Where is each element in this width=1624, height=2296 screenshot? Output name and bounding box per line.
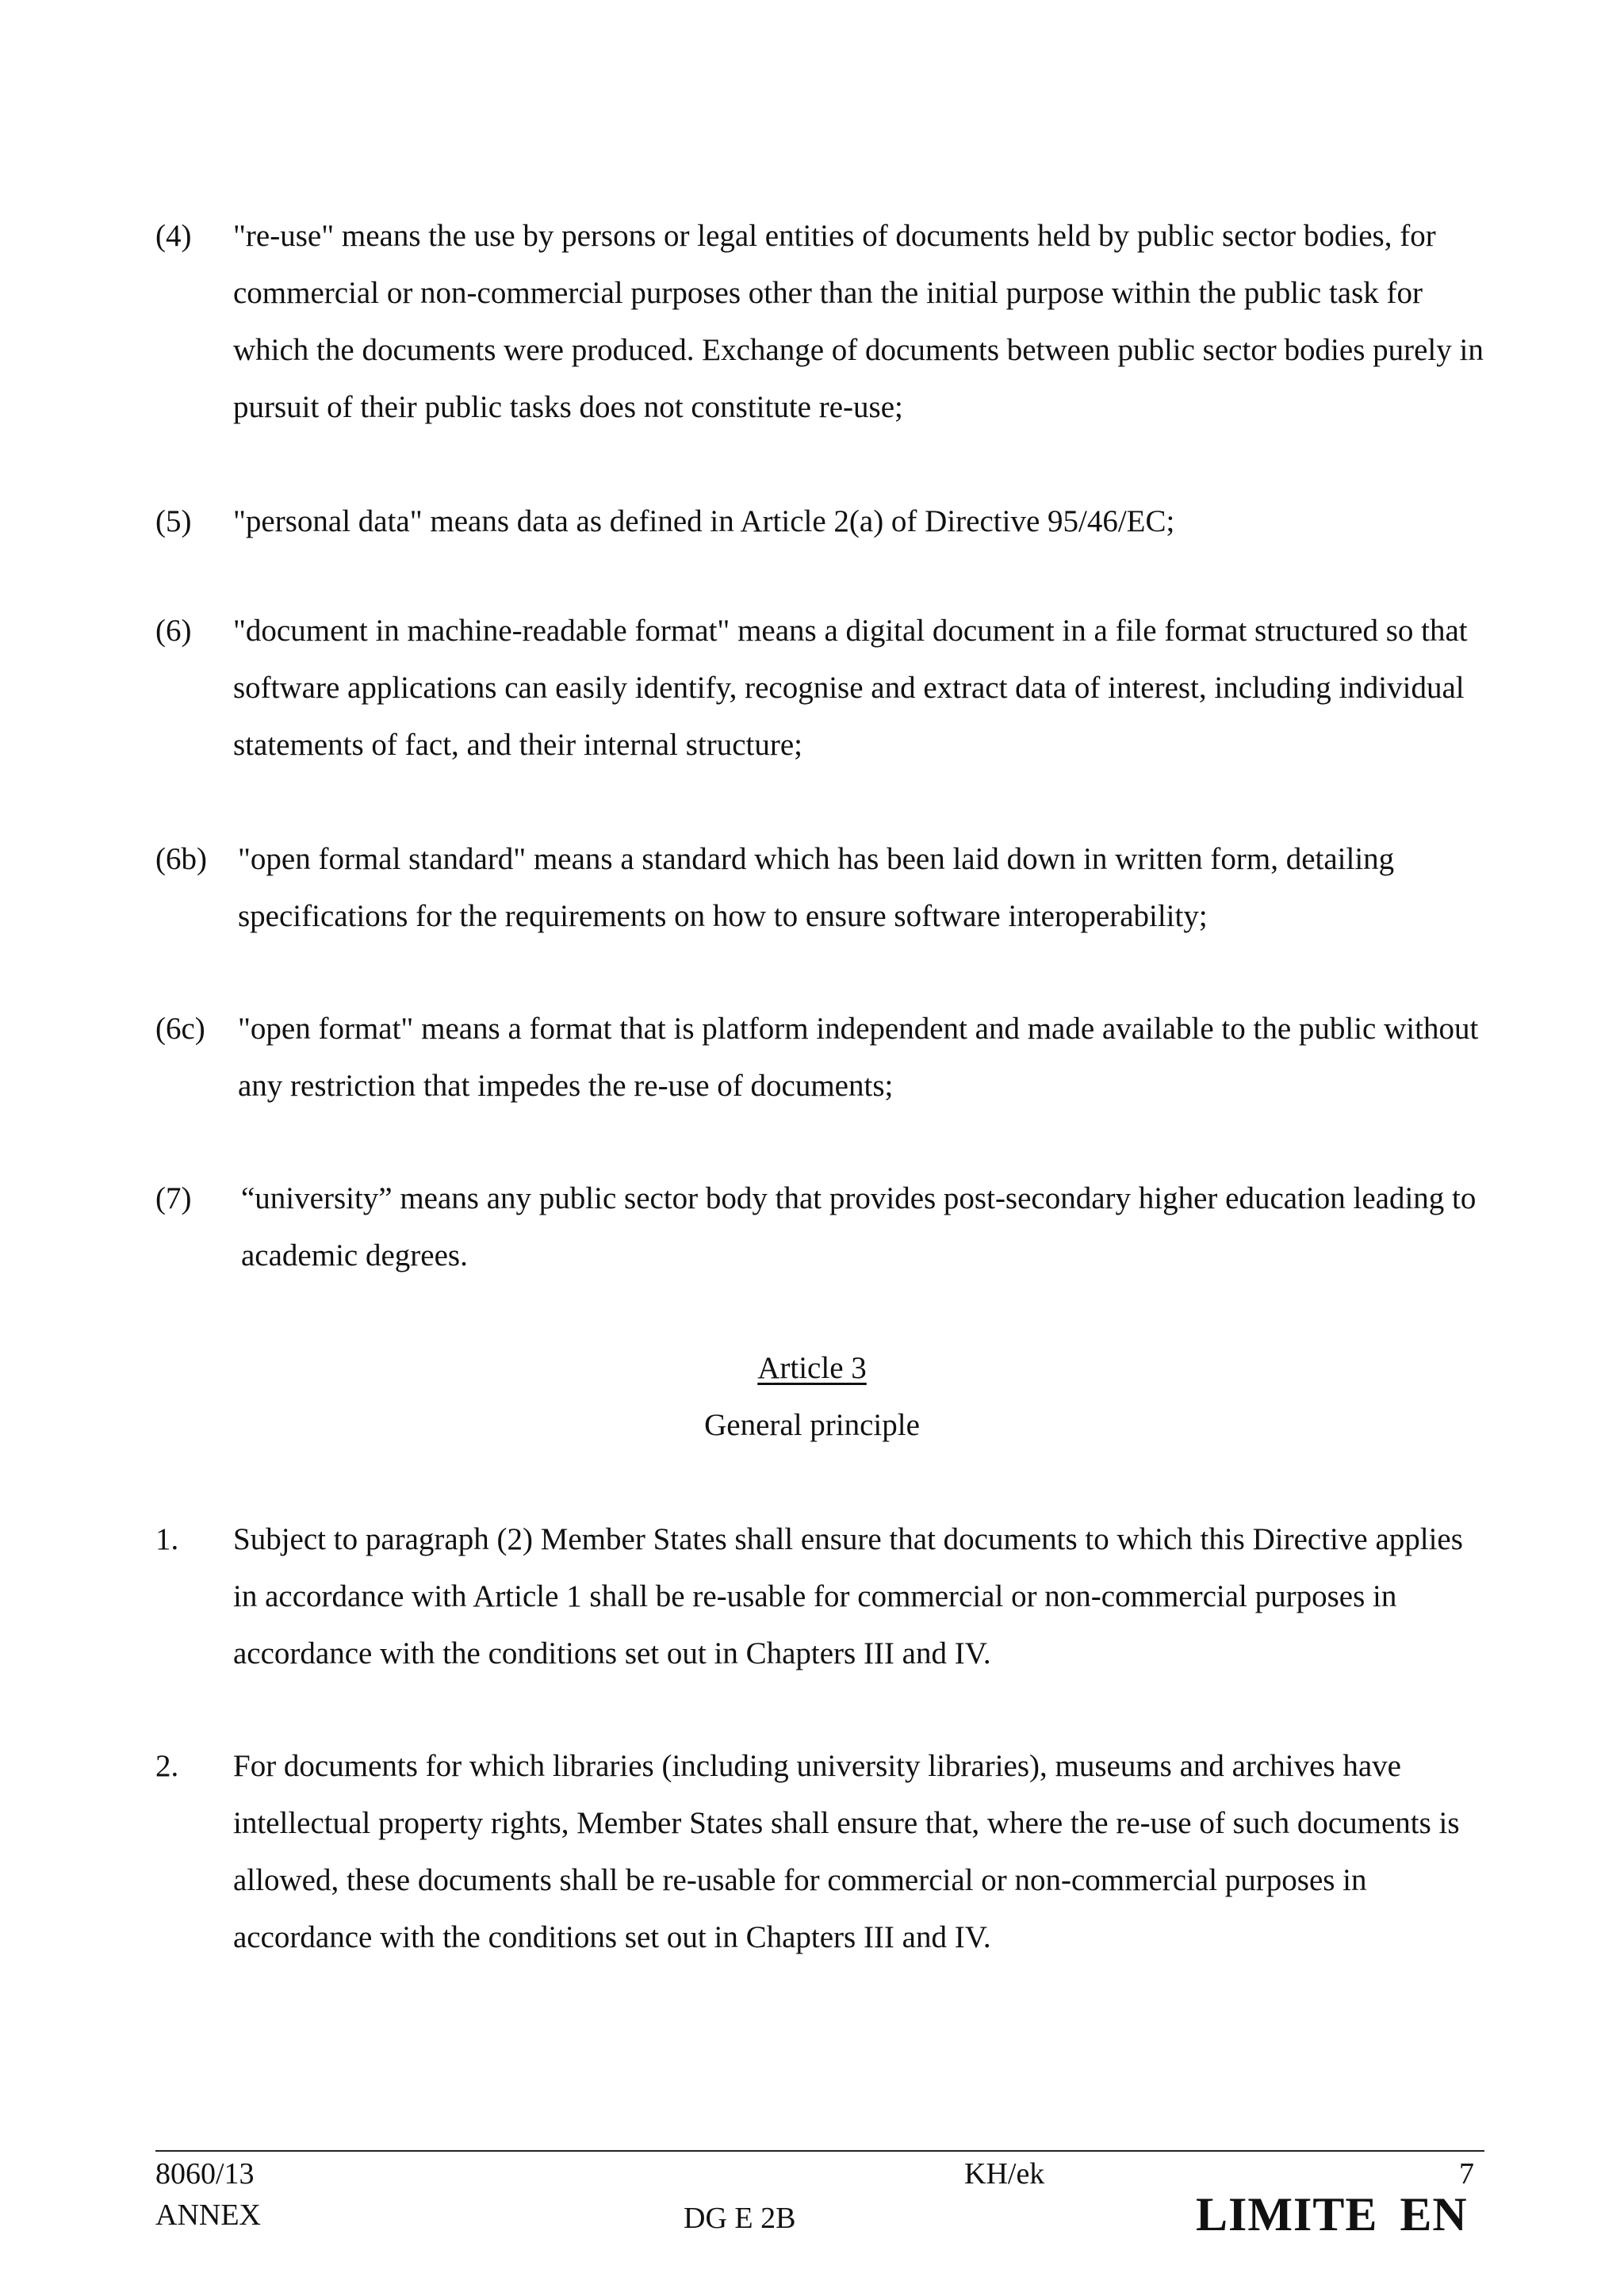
definition-6 bbox=[155, 603, 1488, 774]
footer-dg: DG E 2B bbox=[684, 2202, 796, 2235]
definition-number: (4) bbox=[155, 219, 192, 253]
definition-6b bbox=[155, 831, 1488, 945]
limite-label: LIMITE bbox=[1196, 2188, 1378, 2241]
paragraph-text: For documents for which libraries (including university libraries), museums and archives have intellectual property rights, Member States shall ensure that, where the re-use of such documents is allowed, these documents shall be re-usable for commercial or non-commercial purposes in accordance with the conditions set out in Chapters III and IV. bbox=[233, 1749, 1460, 1954]
definition-number: (6b) bbox=[155, 842, 207, 876]
footer-doc-number: 8060/13 bbox=[155, 2157, 255, 2191]
definition-6c bbox=[155, 1001, 1488, 1115]
footer-divider bbox=[155, 2150, 1484, 2152]
page-number: 7 bbox=[1459, 2157, 1474, 2191]
footer-classification bbox=[1196, 2188, 1468, 2241]
language-code: EN bbox=[1400, 2188, 1468, 2241]
article-paragraph-1 bbox=[155, 1511, 1488, 1682]
definition-text: "re-use" means the use by persons or legal entities of documents held by public sector bodies, for commercial or non-commercial purposes other than the initial purpose within the public task for which the documents were produced. Exchange of documents between public sector bodies purely in pursuit of their public tasks does not constitute re-use; bbox=[233, 219, 1484, 424]
definition-number: (7) bbox=[155, 1181, 192, 1215]
definition-7 bbox=[155, 1170, 1488, 1284]
definition-text: "open format" means a format that is platform independent and made available to the public without any restriction that impedes the re-use of documents; bbox=[238, 1012, 1479, 1103]
definition-text: "personal data" means data as defined in Article 2(a) of Directive 95/46/EC; bbox=[233, 504, 1175, 538]
definition-number: (6c) bbox=[155, 1012, 205, 1046]
definition-number: (6) bbox=[155, 614, 192, 648]
definition-number: (5) bbox=[155, 504, 192, 538]
footer-initials: KH/ek bbox=[964, 2157, 1045, 2191]
definition-text: "document in machine-readable format" means a digital document in a file format structured so that software applications can easily identify, recognise and extract data of interest, including individual statements of fact, and their internal structure; bbox=[233, 614, 1468, 762]
definition-4 bbox=[155, 208, 1488, 436]
definition-5 bbox=[155, 493, 1488, 550]
paragraph-text: Subject to paragraph (2) Member States shall ensure that documents to which this Directive applies in accordance with Article 1 shall be re-usable for commercial or non-commercial purposes in accordance with the conditions set out in Chapters III and IV. bbox=[233, 1522, 1463, 1670]
article-paragraph-2 bbox=[155, 1738, 1488, 1966]
definition-text: “university” means any public sector body that provides post-secondary higher education leading to academic degrees. bbox=[241, 1181, 1477, 1272]
article-number: Article 3 bbox=[757, 1351, 867, 1385]
footer-annex: ANNEX bbox=[155, 2198, 261, 2232]
paragraph-number: 1. bbox=[155, 1522, 179, 1556]
definition-text: "open formal standard" means a standard which has been laid down in written form, detailing specifications for the requirements on how to ensure software interoperability; bbox=[238, 842, 1395, 933]
article-title: General principle bbox=[704, 1408, 920, 1442]
paragraph-number: 2. bbox=[155, 1749, 179, 1783]
